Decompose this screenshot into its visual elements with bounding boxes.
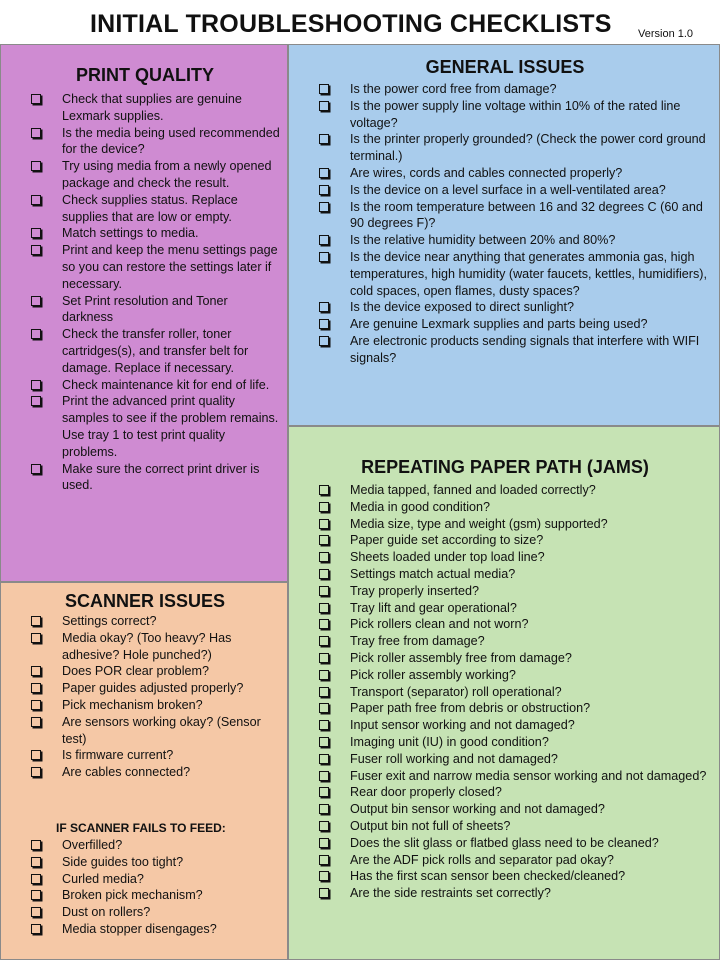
checklist-item-text: Is the device exposed to direct sunlight? xyxy=(350,300,575,315)
checklist-item-text: Are sensors working okay? (Sensor test) xyxy=(62,714,261,746)
checklist-item-text: Is the media being used recommended for the device? xyxy=(62,125,280,157)
scanner-feed-heading: IF SCANNER FAILS TO FEED: xyxy=(56,821,226,835)
checklist-item[interactable] xyxy=(31,393,281,460)
page-title: INITIAL TROUBLESHOOTING CHECKLISTS xyxy=(90,10,612,38)
checklist-item[interactable] xyxy=(319,98,711,132)
checklist-item[interactable] xyxy=(319,751,711,768)
checklist-item[interactable] xyxy=(319,852,711,869)
checkbox-icon[interactable] xyxy=(319,619,329,629)
checklist-item[interactable] xyxy=(319,249,711,299)
print-quality-list xyxy=(31,91,281,494)
checklist-item-text: Are wires, cords and cables connected properly? xyxy=(350,165,623,180)
checklist-item-text: Are cables connected? xyxy=(62,765,191,780)
checklist-item[interactable] xyxy=(31,158,281,192)
checklist-item-text: Rear door properly closed? xyxy=(350,785,502,800)
checkbox-icon[interactable] xyxy=(319,888,329,898)
checklist-item[interactable] xyxy=(31,854,281,871)
checklist-item-text: Settings match actual media? xyxy=(350,566,516,581)
version-label: Version 1.0 xyxy=(638,28,694,40)
checkbox-icon[interactable] xyxy=(319,804,329,814)
checkbox-icon[interactable] xyxy=(319,302,329,312)
checklist-item-text: Match settings to media. xyxy=(62,226,199,241)
checkbox-icon[interactable] xyxy=(319,535,329,545)
checklist-item-text: Paper path free from debris or obstruction? xyxy=(350,701,591,716)
page-header xyxy=(0,0,720,44)
checkbox-icon[interactable] xyxy=(319,519,329,529)
checklist-item-text: Dust on rollers? xyxy=(62,905,151,920)
checkbox-icon[interactable] xyxy=(31,633,41,643)
checkbox-icon[interactable] xyxy=(31,857,41,867)
checklist-item[interactable] xyxy=(319,299,711,316)
checkbox-icon[interactable] xyxy=(31,890,41,900)
checklist-item-text: Check supplies status. Replace supplies that are low or empty. xyxy=(62,192,238,224)
checklist-item-text: Curled media? xyxy=(62,871,144,886)
checkbox-icon[interactable] xyxy=(319,134,329,144)
scanner-issues-list xyxy=(31,613,281,781)
checkbox-icon[interactable] xyxy=(319,821,329,831)
checklist-item[interactable] xyxy=(319,583,711,600)
checklist-item[interactable] xyxy=(31,242,281,292)
checklist-item-text: Is the device on a level surface in a well-ventilated area? xyxy=(350,182,666,197)
checklist-item[interactable] xyxy=(31,377,281,394)
checklist-item[interactable] xyxy=(31,326,281,376)
checklist-item[interactable] xyxy=(319,667,711,684)
checkbox-icon[interactable] xyxy=(319,871,329,881)
checklist-item-text: Transport (separator) roll operational? xyxy=(350,684,562,699)
checklist-item-text: Print and keep the menu settings page so you can restore the settings later if necessary. xyxy=(62,243,278,291)
checkbox-icon[interactable] xyxy=(31,717,41,727)
checkbox-icon[interactable] xyxy=(319,636,329,646)
checklist-item-text: Does the slit glass or flatbed glass need to be cleaned? xyxy=(350,835,659,850)
checklist-item-text: Fuser roll working and not damaged? xyxy=(350,751,558,766)
checklist-item[interactable] xyxy=(31,680,281,697)
checkbox-icon[interactable] xyxy=(319,703,329,713)
checkbox-icon[interactable] xyxy=(319,687,329,697)
checklist-item-text: Has the first scan sensor been checked/cleaned? xyxy=(350,869,626,884)
checklist-item[interactable] xyxy=(319,482,711,499)
checkbox-icon[interactable] xyxy=(31,750,41,760)
checklist-item[interactable] xyxy=(319,516,711,533)
checklist-item[interactable] xyxy=(319,650,711,667)
checklist-item-text: Media size, type and weight (gsm) supported? xyxy=(350,516,608,531)
checkbox-icon[interactable] xyxy=(319,336,329,346)
checklist-item[interactable] xyxy=(31,663,281,680)
checkbox-icon[interactable] xyxy=(31,767,41,777)
checkbox-icon[interactable] xyxy=(319,485,329,495)
checkbox-icon[interactable] xyxy=(31,616,41,626)
checklist-item-text: Broken pick mechanism? xyxy=(62,888,203,903)
checkbox-icon[interactable] xyxy=(31,683,41,693)
checklist-item[interactable] xyxy=(31,714,281,748)
checkbox-icon[interactable] xyxy=(31,907,41,917)
checkbox-icon[interactable] xyxy=(31,874,41,884)
checkbox-icon[interactable] xyxy=(31,840,41,850)
checklist-item-text: Does POR clear problem? xyxy=(62,664,209,679)
checklist-item-text: Is the printer properly grounded? (Check the power cord ground terminal.) xyxy=(350,132,706,164)
checklist-item-text: Is the power supply line voltage within 10% of the rated line voltage? xyxy=(350,98,681,130)
checkbox-icon[interactable] xyxy=(319,185,329,195)
checklist-item-text: Print the advanced print quality samples to see if the problem remains. Use tray 1 to test print quality problems. xyxy=(62,394,279,459)
checklist-item-text: Make sure the correct print driver is used. xyxy=(62,461,260,493)
checkbox-icon[interactable] xyxy=(319,737,329,747)
checklist-item[interactable] xyxy=(319,600,711,617)
checklist-item-text: Settings correct? xyxy=(62,614,157,628)
checklist-item[interactable] xyxy=(319,818,711,835)
checklist-item-text: Media okay? (Too heavy? Has adhesive? Hole punched?) xyxy=(62,630,232,662)
checklist-item[interactable] xyxy=(319,81,711,98)
checkbox-icon[interactable] xyxy=(319,771,329,781)
checklist-item-text: Sheets loaded under top load line? xyxy=(350,550,545,565)
checklist-item-text: Is the power cord free from damage? xyxy=(350,82,557,96)
checkbox-icon[interactable] xyxy=(319,603,329,613)
checklist-item[interactable] xyxy=(319,885,711,902)
checklist-item[interactable] xyxy=(319,633,711,650)
checklist-item-text: Check maintenance kit for end of life. xyxy=(62,377,270,392)
checklist-item[interactable] xyxy=(319,868,711,885)
checklist-item-text: Is the room temperature between 16 and 32 degrees C (60 and 90 degrees F)? xyxy=(350,199,703,231)
checklist-item[interactable] xyxy=(319,700,711,717)
checklist-item[interactable] xyxy=(31,293,281,327)
checklist-item[interactable] xyxy=(31,125,281,159)
checklist-item[interactable] xyxy=(319,499,711,516)
print-quality-heading: PRINT QUALITY xyxy=(76,65,214,85)
checklist-item-text: Side guides too tight? xyxy=(62,854,184,869)
checklist-item[interactable] xyxy=(319,199,711,233)
checklist-item-text: Tray lift and gear operational? xyxy=(350,600,517,615)
checklist-item-text: Tray properly inserted? xyxy=(350,583,480,598)
checkbox-icon[interactable] xyxy=(31,245,41,255)
checklist-item-text: Tray free from damage? xyxy=(350,634,485,649)
checkbox-icon[interactable] xyxy=(319,101,329,111)
checklist-item[interactable] xyxy=(319,784,711,801)
print-quality-panel xyxy=(0,44,288,582)
checkbox-icon[interactable] xyxy=(319,838,329,848)
checklist-item[interactable] xyxy=(319,835,711,852)
checklist-item[interactable] xyxy=(31,697,281,714)
checklist-item[interactable] xyxy=(31,91,281,125)
scanner-issues-panel xyxy=(0,582,288,960)
checklist-item-text: Are the side restraints set correctly? xyxy=(350,886,551,901)
checklist-item[interactable] xyxy=(319,768,711,785)
checkbox-icon[interactable] xyxy=(319,319,329,329)
checklist-item[interactable] xyxy=(31,921,281,938)
checklist-item[interactable] xyxy=(31,225,281,242)
checkbox-icon[interactable] xyxy=(31,666,41,676)
checkbox-icon[interactable] xyxy=(31,329,41,339)
checklist-item-text: Imaging unit (IU) in good condition? xyxy=(350,734,549,749)
checkbox-icon[interactable] xyxy=(319,720,329,730)
checklist-item[interactable] xyxy=(319,232,711,249)
checklist-item[interactable] xyxy=(319,801,711,818)
scanner-feed-list xyxy=(31,837,281,938)
general-issues-panel xyxy=(288,44,720,426)
checklist-item[interactable] xyxy=(31,837,281,854)
checklist-item[interactable] xyxy=(319,717,711,734)
checkbox-icon[interactable] xyxy=(31,296,41,306)
checkbox-icon[interactable] xyxy=(319,787,329,797)
checkbox-icon[interactable] xyxy=(319,552,329,562)
checklist-item[interactable] xyxy=(319,566,711,583)
checklist-item[interactable] xyxy=(31,904,281,921)
checkbox-icon[interactable] xyxy=(319,586,329,596)
checkbox-icon[interactable] xyxy=(319,855,329,865)
checklist-item-text: Output bin not full of sheets? xyxy=(350,818,511,833)
checklist-item-text: Pick rollers clean and not worn? xyxy=(350,617,529,632)
checklist-item-text: Paper guides adjusted properly? xyxy=(62,681,244,696)
checklist-item-text: Set Print resolution and Toner darkness xyxy=(62,293,228,325)
checkbox-icon[interactable] xyxy=(319,252,329,262)
checklist-item-text: Pick roller assembly working? xyxy=(350,667,516,682)
checklist-item-text: Media stopper disengages? xyxy=(62,921,217,936)
checklist-item-text: Check that supplies are genuine Lexmark supplies. xyxy=(62,92,242,123)
general-issues-list xyxy=(319,81,711,367)
checklist-item[interactable] xyxy=(319,165,711,182)
checklist-item[interactable] xyxy=(319,333,711,367)
checkbox-icon[interactable] xyxy=(31,228,41,238)
paper-path-list xyxy=(319,482,711,902)
checklist-item-text: Pick roller assembly free from damage? xyxy=(350,650,572,665)
checklist-item-text: Are the ADF pick rolls and separator pad okay? xyxy=(350,852,614,867)
checkbox-icon[interactable] xyxy=(319,569,329,579)
checklist-item[interactable] xyxy=(319,131,711,165)
checklist-item[interactable] xyxy=(31,887,281,904)
checklist-item[interactable] xyxy=(31,461,281,495)
checklist-item-text: Media tapped, fanned and loaded correctly? xyxy=(350,483,596,497)
checklist-item[interactable] xyxy=(319,549,711,566)
checklist-item[interactable] xyxy=(319,684,711,701)
checklist-item-text: Media in good condition? xyxy=(350,499,491,514)
checklist-item[interactable] xyxy=(319,532,711,549)
checklist-item[interactable] xyxy=(319,616,711,633)
checklist-item-text: Input sensor working and not damaged? xyxy=(350,718,575,733)
checkbox-icon[interactable] xyxy=(319,670,329,680)
checklist-item-text: Are electronic products sending signals that interfere with WIFI signals? xyxy=(350,333,700,365)
checklist-item[interactable] xyxy=(31,630,281,664)
checklist-item[interactable] xyxy=(31,764,281,781)
checkbox-icon[interactable] xyxy=(31,161,41,171)
checklist-item-text: Is the relative humidity between 20% and 80%? xyxy=(350,233,616,248)
paper-path-heading: REPEATING PAPER PATH (JAMS) xyxy=(361,457,649,477)
checklist-item[interactable] xyxy=(319,316,711,333)
checkbox-icon[interactable] xyxy=(31,396,41,406)
checkbox-icon[interactable] xyxy=(31,380,41,390)
checklist-item[interactable] xyxy=(31,871,281,888)
checklist-item[interactable] xyxy=(31,192,281,226)
checklist-item-text: Are genuine Lexmark supplies and parts being used? xyxy=(350,317,648,332)
checkbox-icon[interactable] xyxy=(319,754,329,764)
checkbox-icon[interactable] xyxy=(319,653,329,663)
checklist-item-text: Pick mechanism broken? xyxy=(62,697,203,712)
checkbox-icon[interactable] xyxy=(31,128,41,138)
checklist-item-text: Check the transfer roller, toner cartridges(s), and transfer belt for damage. Replace if necessary. xyxy=(62,327,249,375)
paper-path-panel xyxy=(288,426,720,960)
checkbox-icon[interactable] xyxy=(319,202,329,212)
checklist-item-text: Paper guide set according to size? xyxy=(350,533,544,548)
checklist-item-text: Is firmware current? xyxy=(62,748,174,763)
checklist-item-text: Is the device near anything that generates ammonia gas, high temperatures, high humidity (water faucets, kettles, humidifiers), cold spaces, open flames, dusty spaces? xyxy=(350,249,707,298)
checkbox-icon[interactable] xyxy=(319,235,329,245)
checklist-item[interactable] xyxy=(31,747,281,764)
checklist-item-text: Fuser exit and narrow media sensor working and not damaged? xyxy=(350,768,707,783)
checklist-item[interactable] xyxy=(319,734,711,751)
checklist-item-text: Output bin sensor working and not damaged? xyxy=(350,802,605,817)
checklist-item-text: Overfilled? xyxy=(62,838,123,852)
checklist-item-text: Try using media from a newly opened package and check the result. xyxy=(62,159,272,190)
general-issues-heading: GENERAL ISSUES xyxy=(425,57,585,77)
checkbox-icon[interactable] xyxy=(31,195,41,205)
checkbox-icon[interactable] xyxy=(319,84,329,94)
checklist-item[interactable] xyxy=(319,182,711,199)
checkbox-icon[interactable] xyxy=(31,924,41,934)
checklist-item[interactable] xyxy=(31,613,281,630)
checkbox-icon[interactable] xyxy=(31,94,41,104)
checkbox-icon[interactable] xyxy=(31,464,41,474)
checkbox-icon[interactable] xyxy=(319,502,329,512)
scanner-issues-heading: SCANNER ISSUES xyxy=(64,591,226,611)
checkbox-icon[interactable] xyxy=(31,700,41,710)
checkbox-icon[interactable] xyxy=(319,168,329,178)
